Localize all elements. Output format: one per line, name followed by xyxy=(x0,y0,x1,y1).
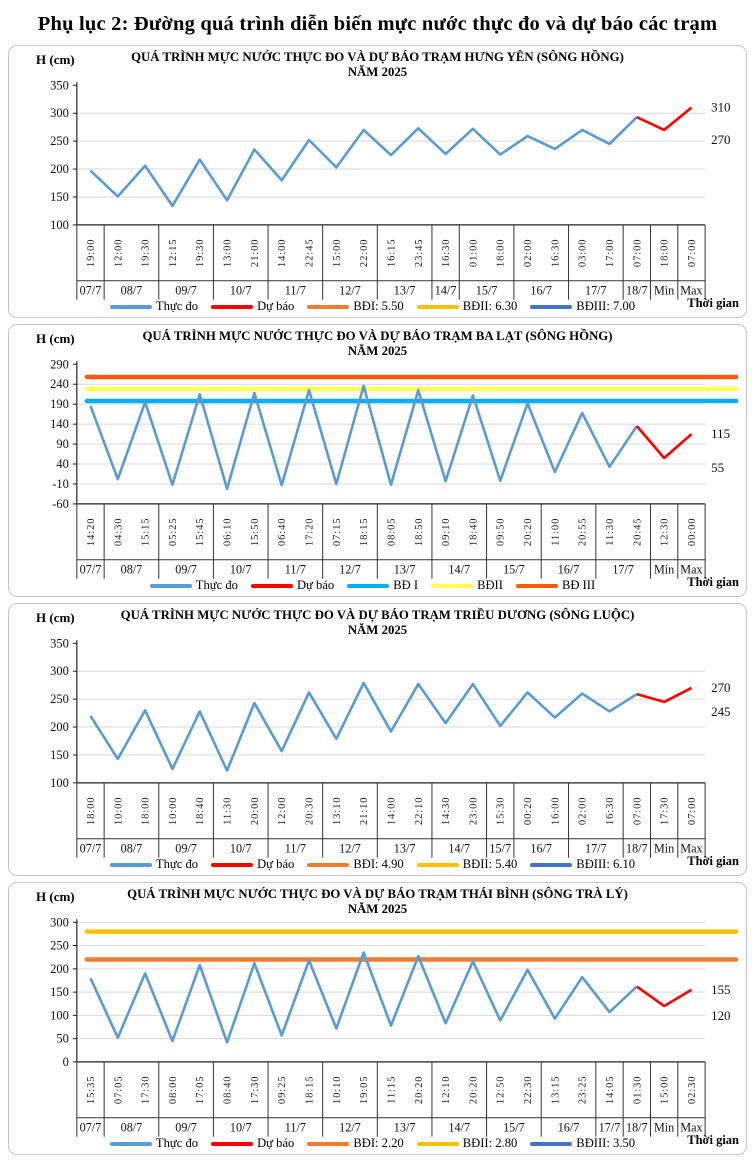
time-tick-label: 18:50 xyxy=(413,517,425,547)
time-tick-label: 02:30 xyxy=(686,1075,698,1105)
time-tick-label: 13:15 xyxy=(549,1075,561,1105)
legend-label: BĐ III xyxy=(561,578,596,592)
legend-label: Thực đo xyxy=(155,857,199,871)
time-tick-label: 20:30 xyxy=(304,796,316,826)
chart-title: QUÁ TRÌNH MỰC NƯỚC THỰC ĐO VÀ DỰ BÁO TRẠM TRIỀU DƯƠNG (SÔNG LUỘC) xyxy=(120,608,635,622)
time-tick-label: 23:45 xyxy=(413,238,425,268)
date-label: 12/7 xyxy=(338,841,361,856)
time-tick-label: 16:30 xyxy=(549,238,561,268)
time-tick-label: 07:15 xyxy=(331,517,343,547)
data-label-max: 115 xyxy=(710,426,730,442)
time-tick-label: 18:40 xyxy=(194,796,206,826)
legend-label: Dự báo xyxy=(296,578,335,592)
chart-title-block xyxy=(9,50,746,79)
legend-swatch xyxy=(417,305,459,309)
legend-item xyxy=(211,1136,294,1151)
legend-label: BĐII xyxy=(477,578,503,592)
chart-panel-thai-binh xyxy=(8,882,747,1155)
time-tick-label: 06:40 xyxy=(276,517,288,547)
date-label: 07/7 xyxy=(79,283,101,298)
date-label: 09/7 xyxy=(174,841,197,856)
time-tick-label: 18:15 xyxy=(358,517,370,547)
chart-legend xyxy=(49,857,696,872)
time-tick-label: 12:15 xyxy=(167,238,179,268)
time-tick-label: 23:00 xyxy=(467,796,479,826)
date-label: 11/7 xyxy=(284,562,306,577)
date-label: 17/7 xyxy=(584,841,607,856)
time-tick-label: 14:20 xyxy=(85,517,97,547)
time-tick-label: 04:30 xyxy=(112,517,124,547)
chart-subtitle: NĂM 2025 xyxy=(347,64,408,79)
legend-swatch xyxy=(530,863,572,867)
date-label: 09/7 xyxy=(174,562,197,577)
time-tick-label: 00:00 xyxy=(686,517,698,547)
forecast-line xyxy=(636,108,691,130)
date-label: 18/7 xyxy=(625,841,648,856)
date-label: Max xyxy=(679,562,703,577)
date-label: 12/7 xyxy=(338,283,361,298)
legend-swatch xyxy=(110,305,152,309)
legend-swatch xyxy=(211,1142,253,1146)
chart-legend xyxy=(49,578,696,593)
legend-label: BĐII: 6.30 xyxy=(462,299,518,313)
time-tick-label: 01:30 xyxy=(631,1075,643,1105)
data-label-min: 120 xyxy=(710,1008,731,1024)
y-axis-tick-label: 50 xyxy=(55,1031,69,1046)
time-tick-label: 10:00 xyxy=(112,796,124,826)
y-axis-tick-label: 200 xyxy=(49,720,69,735)
data-label-max: 310 xyxy=(710,99,731,115)
legend-label: BĐII: 5.40 xyxy=(462,857,518,871)
time-tick-label: 00:20 xyxy=(522,796,534,826)
y-axis-title: H (cm) xyxy=(36,331,75,346)
time-tick-label: 16:15 xyxy=(385,238,397,268)
time-tick-label: 20:00 xyxy=(249,796,261,826)
time-tick-label: 22:10 xyxy=(413,796,425,826)
time-tick-label: 02:00 xyxy=(522,238,534,268)
time-tick-label: 02:00 xyxy=(577,796,589,826)
time-tick-label: 18:00 xyxy=(85,796,97,826)
forecast-line xyxy=(636,688,691,702)
time-tick-label: 15:00 xyxy=(331,238,343,268)
legend-swatch xyxy=(110,1142,152,1146)
legend-item xyxy=(347,578,418,593)
time-tick-label: 07:00 xyxy=(631,238,643,268)
date-label: 17/7 xyxy=(584,283,607,298)
time-tick-label: 21:00 xyxy=(249,238,261,268)
legend-label: Dự báo xyxy=(257,299,295,313)
y-axis-tick-label: 150 xyxy=(49,189,69,204)
date-label: 07/7 xyxy=(79,841,101,856)
time-tick-label: 12:50 xyxy=(495,1075,507,1105)
time-tick-label: 18:00 xyxy=(495,238,507,268)
date-label: 13/7 xyxy=(393,283,415,298)
time-tick-label: 17:30 xyxy=(659,796,671,826)
page-title: Phụ lục 2: Đường quá trình diễn biến mực nước thực đo và dự báo các trạm xyxy=(37,13,718,35)
legend-item xyxy=(251,578,334,593)
legend-swatch xyxy=(307,305,349,309)
time-tick-label: 07:00 xyxy=(686,238,698,268)
date-label: 15/7 xyxy=(488,841,511,856)
time-tick-label: 10:00 xyxy=(167,796,179,826)
date-label: 08/7 xyxy=(120,841,142,856)
y-axis-tick-label: -60 xyxy=(51,496,69,511)
legend-label: BĐI: 5.50 xyxy=(353,299,404,313)
time-tick-label: 18:40 xyxy=(467,517,479,547)
time-tick-label: 09:50 xyxy=(495,517,507,547)
date-label: 17/7 xyxy=(598,1120,620,1135)
date-label: 13/7 xyxy=(393,562,415,577)
chart-subtitle: NĂM 2025 xyxy=(347,901,408,916)
date-label: 10/7 xyxy=(229,562,252,577)
y-axis-tick-label: 100 xyxy=(49,775,69,790)
legend-item xyxy=(516,578,595,593)
time-tick-label: 20:20 xyxy=(413,1075,425,1105)
x-axis-title: Thời gian xyxy=(687,575,739,589)
time-tick-label: 15:45 xyxy=(194,517,206,547)
legend-item xyxy=(307,299,403,314)
x-axis-title: Thời gian xyxy=(687,1133,739,1147)
y-axis-tick-label: 150 xyxy=(49,747,69,762)
time-tick-label: 22:00 xyxy=(358,238,370,268)
legend-label: BĐI: 4.90 xyxy=(353,857,404,871)
observed-line xyxy=(90,117,636,206)
time-tick-label: 17:20 xyxy=(304,517,316,547)
legend-item xyxy=(110,857,198,872)
date-label: 08/7 xyxy=(120,562,142,577)
chart-panel-trieu-duong xyxy=(8,603,747,876)
date-label: 08/7 xyxy=(120,1120,142,1135)
y-axis-tick-label: 40 xyxy=(55,457,69,472)
chart-plot xyxy=(10,358,746,579)
time-tick-label: 21:10 xyxy=(358,796,370,826)
time-tick-label: 17:00 xyxy=(604,238,616,268)
legend-label: BĐII: 2.80 xyxy=(462,1136,518,1150)
data-label-min: 55 xyxy=(710,459,724,475)
date-label: 16/7 xyxy=(557,562,579,577)
legend-label: Dự báo xyxy=(257,1136,295,1150)
date-label: Max xyxy=(679,841,703,856)
forecast-line xyxy=(636,426,691,458)
date-label: 12/7 xyxy=(338,562,361,577)
y-axis-tick-label: -10 xyxy=(51,476,69,491)
time-tick-label: 15:30 xyxy=(495,796,507,826)
date-label: 17/7 xyxy=(611,562,634,577)
time-tick-label: 14:30 xyxy=(440,796,452,826)
time-tick-label: 15:00 xyxy=(659,1075,671,1105)
y-axis-tick-label: 100 xyxy=(49,217,69,232)
legend-swatch xyxy=(110,863,152,867)
chart-panel-hung-yen xyxy=(8,45,747,318)
date-label: 18/7 xyxy=(625,1120,648,1135)
time-tick-label: 06:10 xyxy=(222,517,234,547)
legend-swatch xyxy=(251,584,293,588)
legend-item xyxy=(431,578,503,593)
legend-item xyxy=(307,857,403,872)
time-tick-label: 08:00 xyxy=(167,1075,179,1105)
date-label: Min xyxy=(653,841,674,856)
time-tick-label: 18:00 xyxy=(140,796,152,826)
time-tick-label: 05:25 xyxy=(167,517,179,547)
chart-title: QUÁ TRÌNH MỰC NƯỚC THỰC ĐO VÀ DỰ BÁO TRẠM THÁI BÌNH (SÔNG TRÀ LÝ) xyxy=(127,887,628,901)
time-tick-label: 15:15 xyxy=(140,517,152,547)
y-axis-tick-label: 100 xyxy=(49,1008,69,1023)
chart-plot xyxy=(10,79,746,300)
time-tick-label: 12:30 xyxy=(659,517,671,547)
y-axis-tick-label: 290 xyxy=(49,358,69,372)
legend-swatch xyxy=(431,584,473,588)
chart-plot xyxy=(10,916,746,1137)
date-label: 13/7 xyxy=(393,1120,415,1135)
date-label: 08/7 xyxy=(120,283,142,298)
legend-swatch xyxy=(150,584,192,588)
chart-title: QUÁ TRÌNH MỰC NƯỚC THỰC ĐO VÀ DỰ BÁO TRẠM HƯNG YÊN (SÔNG HỒNG) xyxy=(131,50,624,64)
legend-item xyxy=(110,299,198,314)
legend-item xyxy=(530,857,635,872)
observed-line xyxy=(90,953,636,1043)
date-label: Min xyxy=(653,1120,674,1135)
date-label: 13/7 xyxy=(393,841,415,856)
y-axis-tick-label: 300 xyxy=(49,106,69,121)
date-label: Max xyxy=(679,1120,703,1135)
time-tick-label: 11:30 xyxy=(222,796,234,825)
y-axis-title: H (cm) xyxy=(36,52,75,67)
data-label-max: 155 xyxy=(710,981,731,997)
chart-subtitle: NĂM 2025 xyxy=(347,343,408,358)
legend-item xyxy=(417,299,518,314)
legend-label: BĐI: 2.20 xyxy=(353,1136,404,1150)
date-label: 11/7 xyxy=(284,841,306,856)
date-label: 09/7 xyxy=(174,283,197,298)
legend-swatch xyxy=(417,863,459,867)
legend-item xyxy=(150,578,238,593)
date-label: 14/7 xyxy=(447,841,470,856)
time-tick-label: 08:40 xyxy=(222,1075,234,1105)
date-label: 10/7 xyxy=(229,841,252,856)
legend-swatch xyxy=(211,863,253,867)
date-label: 16/7 xyxy=(529,841,552,856)
time-tick-label: 17:30 xyxy=(140,1075,152,1105)
date-label: Max xyxy=(679,283,703,298)
legend-label: Dự báo xyxy=(257,857,295,871)
date-label: 16/7 xyxy=(557,1120,579,1135)
date-label: 14/7 xyxy=(447,562,470,577)
legend-item xyxy=(530,1136,635,1151)
y-axis-tick-label: 250 xyxy=(49,938,69,953)
time-tick-label: 18:15 xyxy=(304,1075,316,1105)
forecast-line xyxy=(636,987,691,1007)
y-axis-title: H (cm) xyxy=(36,889,75,904)
x-axis-title: Thời gian xyxy=(687,854,739,868)
legend-label: BĐIII: 6.10 xyxy=(576,857,636,871)
data-label-min: 270 xyxy=(710,131,731,147)
legend-swatch xyxy=(530,305,572,309)
time-tick-label: 19:30 xyxy=(194,238,206,268)
time-tick-label: 19:05 xyxy=(358,1075,370,1105)
legend-swatch xyxy=(530,1142,572,1146)
date-label: Min xyxy=(653,283,674,298)
data-label-max: 270 xyxy=(710,679,731,695)
date-label: 12/7 xyxy=(338,1120,361,1135)
legend-item xyxy=(417,857,518,872)
time-tick-label: 12:10 xyxy=(440,1075,452,1105)
x-axis-title: Thời gian xyxy=(687,296,739,310)
time-tick-label: 07:00 xyxy=(686,796,698,826)
y-axis-tick-label: 200 xyxy=(49,162,69,177)
time-tick-label: 20:45 xyxy=(631,517,643,547)
time-tick-label: 15:50 xyxy=(249,517,261,547)
chart-legend xyxy=(49,299,696,314)
date-label: 07/7 xyxy=(79,562,101,577)
legend-label: BĐ I xyxy=(393,578,419,592)
legend-item xyxy=(110,1136,198,1151)
time-tick-label: 09:25 xyxy=(276,1075,288,1105)
chart-title-block xyxy=(9,887,746,916)
time-tick-label: 07:05 xyxy=(112,1075,124,1105)
legend-label: BĐIII: 3.50 xyxy=(576,1136,636,1150)
date-label: Min xyxy=(653,562,674,577)
y-axis-tick-label: 140 xyxy=(49,417,69,432)
date-label: 11/7 xyxy=(284,283,306,298)
time-tick-label: 09:10 xyxy=(440,517,452,547)
y-axis-title: H (cm) xyxy=(36,610,75,625)
time-tick-label: 14:00 xyxy=(385,796,397,826)
y-axis-tick-label: 300 xyxy=(49,664,69,679)
time-tick-label: 17:30 xyxy=(249,1075,261,1105)
data-label-min: 245 xyxy=(710,703,731,719)
time-tick-label: 22:45 xyxy=(304,238,316,268)
legend-label: Thực đo xyxy=(195,578,238,592)
date-label: 15/7 xyxy=(502,562,525,577)
y-axis-tick-label: 250 xyxy=(49,692,69,707)
chart-title: QUÁ TRÌNH MỰC NƯỚC THỰC ĐO VÀ DỰ BÁO TRẠM BA LẠT (SÔNG HỒNG) xyxy=(142,329,613,343)
y-axis-tick-label: 300 xyxy=(49,916,69,930)
time-tick-label: 20:20 xyxy=(467,1075,479,1105)
chart-panel-ba-lat xyxy=(8,324,747,597)
chart-legend xyxy=(49,1136,696,1151)
date-label: 10/7 xyxy=(229,1120,252,1135)
time-tick-label: 15:35 xyxy=(85,1075,97,1105)
legend-label: BĐIII: 7.00 xyxy=(576,299,636,313)
chart-plot xyxy=(10,637,746,858)
chart-subtitle: NĂM 2025 xyxy=(347,622,408,637)
time-tick-label: 16:30 xyxy=(604,796,616,826)
time-tick-label: 22:30 xyxy=(522,1075,534,1105)
y-axis-tick-label: 200 xyxy=(49,961,69,976)
date-label: 07/7 xyxy=(79,1120,101,1135)
legend-item xyxy=(211,857,294,872)
legend-swatch xyxy=(211,305,253,309)
date-label: 11/7 xyxy=(284,1120,306,1135)
time-tick-label: 08:05 xyxy=(385,517,397,547)
legend-swatch xyxy=(417,1142,459,1146)
time-tick-label: 13:10 xyxy=(331,796,343,826)
time-tick-label: 07:00 xyxy=(631,796,643,826)
time-tick-label: 11:00 xyxy=(549,517,561,546)
chart-title-block xyxy=(9,608,746,637)
time-tick-label: 13:00 xyxy=(222,238,234,268)
time-tick-label: 19:30 xyxy=(140,238,152,268)
y-axis-tick-label: 190 xyxy=(49,397,69,412)
date-label: 15/7 xyxy=(475,283,497,298)
y-axis-tick-label: 350 xyxy=(49,637,69,651)
y-axis-tick-label: 250 xyxy=(49,134,69,149)
legend-item xyxy=(307,1136,403,1151)
time-tick-label: 16:30 xyxy=(440,238,452,268)
time-tick-label: 14:05 xyxy=(604,1075,616,1105)
time-tick-label: 10:10 xyxy=(331,1075,343,1105)
time-tick-label: 11:15 xyxy=(385,1075,397,1104)
date-label: 15/7 xyxy=(502,1120,525,1135)
date-label: 16/7 xyxy=(529,283,552,298)
date-label: 14/7 xyxy=(434,283,456,298)
legend-item xyxy=(211,299,294,314)
time-tick-label: 18:00 xyxy=(659,238,671,268)
time-tick-label: 16:00 xyxy=(549,796,561,826)
time-tick-label: 01:00 xyxy=(467,238,479,268)
y-axis-tick-label: 0 xyxy=(62,1054,69,1069)
legend-label: Thực đo xyxy=(155,1136,199,1150)
legend-swatch xyxy=(516,584,558,588)
y-axis-tick-label: 150 xyxy=(49,985,69,1000)
y-axis-tick-label: 350 xyxy=(49,79,69,93)
legend-swatch xyxy=(347,584,389,588)
time-tick-label: 17:05 xyxy=(194,1075,206,1105)
time-tick-label: 11:30 xyxy=(604,517,616,546)
date-label: 18/7 xyxy=(625,283,648,298)
legend-item xyxy=(530,299,635,314)
legend-label: Thực đo xyxy=(155,299,199,313)
chart-title-block xyxy=(9,329,746,358)
legend-swatch xyxy=(307,863,349,867)
legend-item xyxy=(417,1136,518,1151)
time-tick-label: 03:00 xyxy=(577,238,589,268)
y-axis-tick-label: 90 xyxy=(55,437,69,452)
time-tick-label: 12:00 xyxy=(112,238,124,268)
time-tick-label: 20:55 xyxy=(577,517,589,547)
time-tick-label: 20:20 xyxy=(522,517,534,547)
time-tick-label: 12:00 xyxy=(276,796,288,826)
time-tick-label: 23:25 xyxy=(577,1075,589,1105)
time-tick-label: 19:00 xyxy=(85,238,97,268)
legend-swatch xyxy=(307,1142,349,1146)
date-label: 09/7 xyxy=(174,1120,197,1135)
y-axis-tick-label: 240 xyxy=(49,377,69,392)
time-tick-label: 14:00 xyxy=(276,238,288,268)
date-label: 10/7 xyxy=(229,283,252,298)
date-label: 14/7 xyxy=(447,1120,470,1135)
